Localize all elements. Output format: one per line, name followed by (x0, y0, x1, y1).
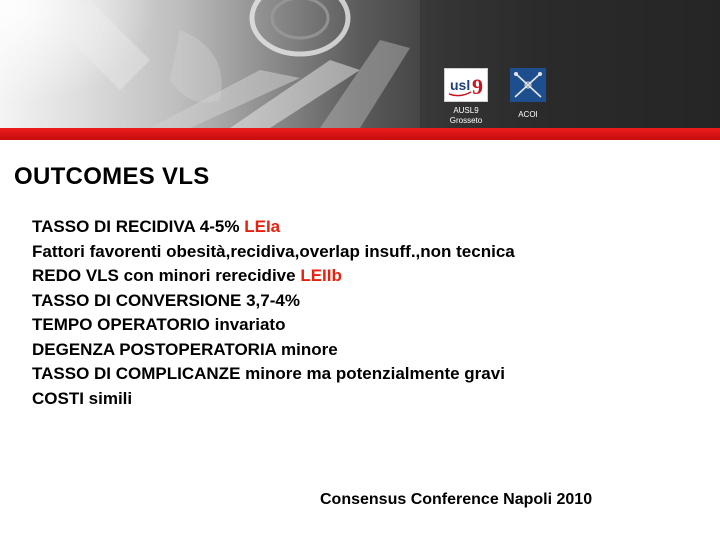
usl9-logo-icon (446, 70, 486, 100)
usl9-caption (436, 106, 496, 126)
slide-title: OUTCOMES VLS (14, 163, 210, 190)
surgery-photo (0, 0, 720, 128)
list-item-text: Fattori favorenti obesità,recidiva,overlap insuff.,non tecnica (32, 241, 515, 261)
list-item (32, 215, 702, 240)
usl9-logo (444, 68, 488, 102)
list-item (32, 313, 702, 338)
list-item (32, 289, 702, 314)
bullet-list (32, 215, 702, 411)
list-item-text: TEMPO OPERATORIO invariato (32, 315, 286, 334)
list-item (32, 240, 702, 265)
list-item (32, 338, 702, 363)
list-item-text: REDO VLS con minori rerecidive (32, 266, 301, 285)
list-item-text: TASSO DI CONVERSIONE 3,7-4% (32, 290, 300, 310)
acoi-logo-icon (511, 69, 545, 101)
list-item (32, 362, 702, 387)
list-item (32, 264, 702, 289)
svg-text:9: 9 (472, 74, 483, 99)
evidence-level: LEIa (244, 217, 281, 236)
list-item-text: TASSO DI COMPLICANZE minore ma potenzialmente gravi (32, 364, 505, 383)
header-red-bar (0, 128, 720, 140)
usl9-caption-line1: AUSL9 (453, 106, 479, 115)
footer-citation: Consensus Conference Napoli 2010 (320, 491, 593, 508)
header-banner (0, 0, 720, 128)
acoi-caption-line1: ACOI (518, 110, 538, 119)
list-item-text: TASSO DI RECIDIVA 4-5% (32, 217, 245, 236)
svg-text:usl: usl (450, 77, 471, 93)
usl9-caption-line2: Grosseto (449, 116, 483, 125)
list-item-text: COSTI simili (32, 388, 133, 408)
list-item-text: DEGENZA POSTOPERATORIA minore (32, 339, 338, 359)
acoi-logo (510, 68, 546, 102)
evidence-level: LEIIb (300, 266, 342, 285)
acoi-caption (500, 110, 556, 120)
list-item (32, 387, 702, 412)
